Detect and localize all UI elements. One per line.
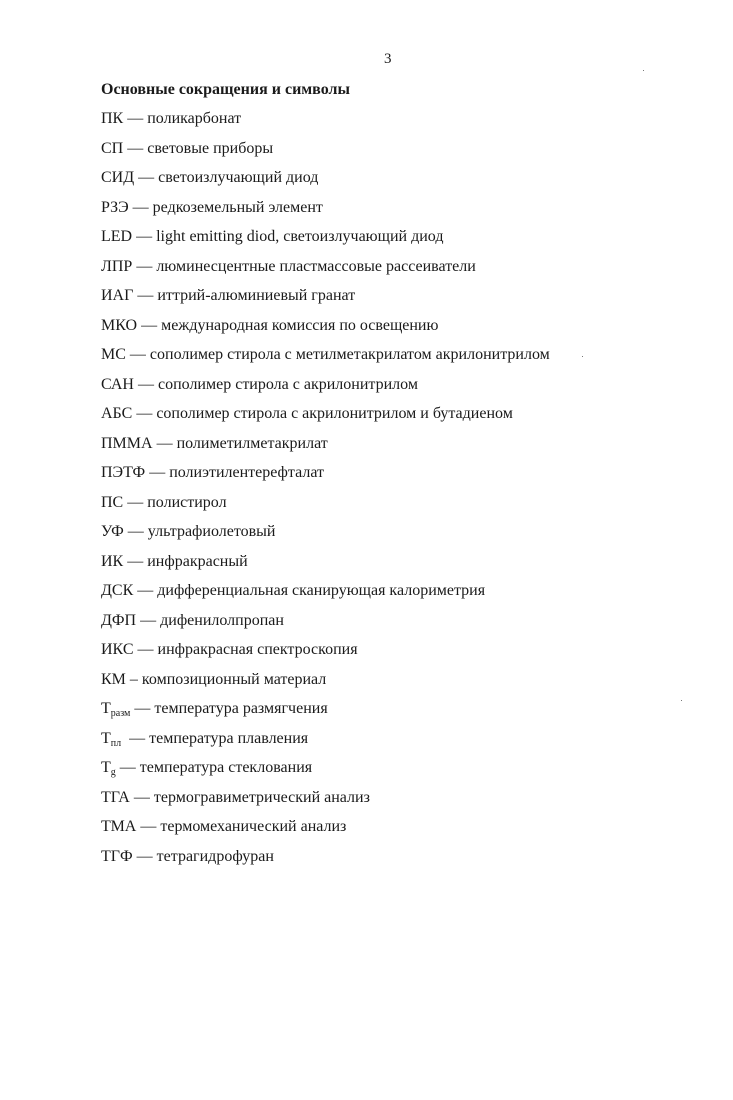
abbreviation-dash: —: [123, 523, 148, 540]
abbreviation-definition: люминесцентные пластмассовые рассеиватели: [156, 257, 476, 275]
abbreviation-dash: —: [123, 110, 148, 127]
abbreviation-definition: дифференциальная сканирующая калориметрия: [157, 582, 486, 599]
scan-speck: [643, 70, 644, 71]
abbreviation-item: [101, 376, 550, 406]
abbreviation-item: [101, 464, 550, 494]
abbreviation-dash: —: [133, 375, 158, 393]
abbreviation-item: [101, 641, 550, 671]
abbreviation-list: [101, 110, 550, 877]
abbreviation-dash: —: [133, 641, 158, 658]
abbreviation-definition: термогравиметрический анализ: [153, 788, 370, 806]
scan-speck: [681, 700, 682, 701]
abbreviation-item: [101, 169, 550, 199]
abbreviation-dash: –: [125, 670, 142, 688]
scan-speck: [582, 356, 583, 357]
abbreviation-term: ИКС: [101, 641, 134, 658]
abbreviation-dash: —: [132, 257, 157, 275]
abbreviation-item: [101, 523, 550, 553]
page-number: 3: [384, 51, 392, 67]
abbreviation-definition: поликарбонат: [147, 110, 242, 127]
abbreviation-item: [101, 759, 550, 789]
abbreviation-definition: дифенилолпропан: [160, 611, 284, 629]
abbreviation-term: СИД: [101, 169, 135, 186]
abbreviation-dash: —: [145, 464, 170, 481]
abbreviation-term: ТГА: [101, 788, 130, 806]
abbreviation-definition: редкоземельный элемент: [152, 198, 323, 216]
abbreviation-term: ПЭТФ: [101, 464, 146, 481]
abbreviation-dash: —: [132, 847, 157, 865]
abbreviation-subscript: разм: [110, 708, 131, 719]
abbreviation-item: [101, 199, 550, 229]
abbreviation-dash: —: [129, 788, 154, 806]
abbreviation-term: ДСК: [101, 582, 134, 599]
abbreviation-term: Т: [101, 729, 111, 747]
abbreviation-definition: инфракрасный: [147, 552, 248, 570]
abbreviation-definition: светоизлучающий диод: [158, 169, 319, 186]
abbreviation-definition: термомеханический анализ: [160, 818, 347, 835]
abbreviation-definition: температура размягчения: [154, 700, 328, 717]
abbreviation-term: Т: [101, 700, 111, 717]
abbreviation-item: [101, 671, 550, 701]
abbreviation-definition: световые приборы: [147, 139, 274, 157]
abbreviation-subscript: g: [110, 767, 116, 778]
abbreviation-dash: —: [123, 139, 148, 157]
abbreviation-item: [101, 848, 550, 878]
abbreviation-definition: иттрий-алюминиевый гранат: [157, 287, 356, 304]
abbreviation-term: ТГФ: [101, 847, 133, 865]
abbreviation-item: [101, 789, 550, 819]
abbreviation-definition: международная комиссия по освещению: [161, 316, 439, 334]
abbreviation-item: [101, 405, 550, 435]
abbreviation-item: [101, 228, 550, 258]
abbreviation-term: АБС: [101, 405, 133, 422]
abbreviation-dash: —: [115, 759, 140, 776]
abbreviation-item: [101, 818, 550, 848]
abbreviation-item: [101, 346, 550, 376]
abbreviation-term: Т: [101, 759, 111, 776]
abbreviation-definition: полиэтилентерефталат: [169, 464, 325, 481]
abbreviation-item: [101, 553, 550, 583]
abbreviation-term: ЛПР: [101, 257, 133, 275]
abbreviation-item: [101, 700, 550, 730]
abbreviation-item: [101, 582, 550, 612]
abbreviation-dash: —: [128, 198, 153, 216]
abbreviation-dash: —: [136, 611, 161, 629]
abbreviation-item: [101, 612, 550, 642]
abbreviation-term: САН: [101, 375, 134, 393]
abbreviation-term: СП: [101, 139, 124, 157]
abbreviation-term: ДФП: [101, 611, 137, 629]
abbreviation-dash: —: [134, 169, 159, 186]
abbreviation-dash: —: [125, 346, 150, 363]
abbreviation-dash: —: [133, 287, 158, 304]
abbreviation-dash: —: [123, 493, 148, 511]
abbreviation-term: РЗЭ: [101, 198, 129, 216]
abbreviation-item: [101, 730, 550, 760]
abbreviation-subscript: пл: [110, 737, 122, 749]
abbreviation-dash: —: [137, 316, 162, 334]
abbreviation-item: [101, 258, 550, 288]
abbreviation-item: [101, 435, 550, 465]
abbreviation-term: ТМА: [101, 818, 137, 835]
abbreviation-term: ПС: [101, 493, 124, 511]
abbreviation-definition: температура плавления: [149, 729, 309, 747]
abbreviation-term: LED: [101, 228, 133, 245]
abbreviation-definition: сополимер стирола с акрилонитрилом и бутадиеном: [156, 405, 513, 422]
abbreviation-dash: —: [132, 405, 157, 422]
abbreviation-definition: полистирол: [147, 493, 227, 511]
abbreviation-definition: температура стеклования: [139, 759, 313, 776]
abbreviation-dash: —: [133, 582, 158, 599]
abbreviation-item: [101, 287, 550, 317]
abbreviation-dash: —: [152, 434, 177, 452]
abbreviation-term: ПК: [101, 110, 124, 127]
abbreviation-item: [101, 140, 550, 170]
abbreviation-definition: ультрафиолетовый: [147, 523, 276, 540]
abbreviation-definition: тетрагидрофуран: [156, 847, 274, 865]
abbreviation-definition: композиционный материал: [141, 670, 327, 688]
abbreviation-term: ИК: [101, 552, 124, 570]
abbreviation-term: ПММА: [101, 434, 153, 452]
section-heading: Основные сокращения и символы: [101, 81, 350, 98]
abbreviation-definition: инфракрасная спектроскопия: [157, 641, 358, 658]
abbreviation-term: МС: [101, 346, 126, 363]
abbreviation-definition: сополимер стирола с акрилонитрилом: [157, 375, 418, 393]
abbreviation-dash: —: [132, 228, 157, 245]
abbreviation-item: [101, 317, 550, 347]
abbreviation-definition: сополимер стирола с метилметакрилатом акрилонитрилом: [149, 346, 550, 363]
abbreviation-dash: —: [123, 552, 148, 570]
abbreviation-term: УФ: [101, 523, 124, 540]
abbreviation-dash: —: [121, 729, 150, 747]
abbreviation-term: МКО: [101, 316, 138, 334]
abbreviation-definition: light emitting diod, светоизлучающий диод: [156, 228, 444, 245]
abbreviation-item: [101, 494, 550, 524]
abbreviation-dash: —: [130, 700, 155, 717]
abbreviation-dash: —: [136, 818, 161, 835]
abbreviation-term: ИАГ: [101, 287, 134, 304]
abbreviation-definition: полиметилметакрилат: [176, 434, 328, 452]
abbreviation-item: [101, 110, 550, 140]
abbreviation-term: КМ: [101, 670, 126, 688]
